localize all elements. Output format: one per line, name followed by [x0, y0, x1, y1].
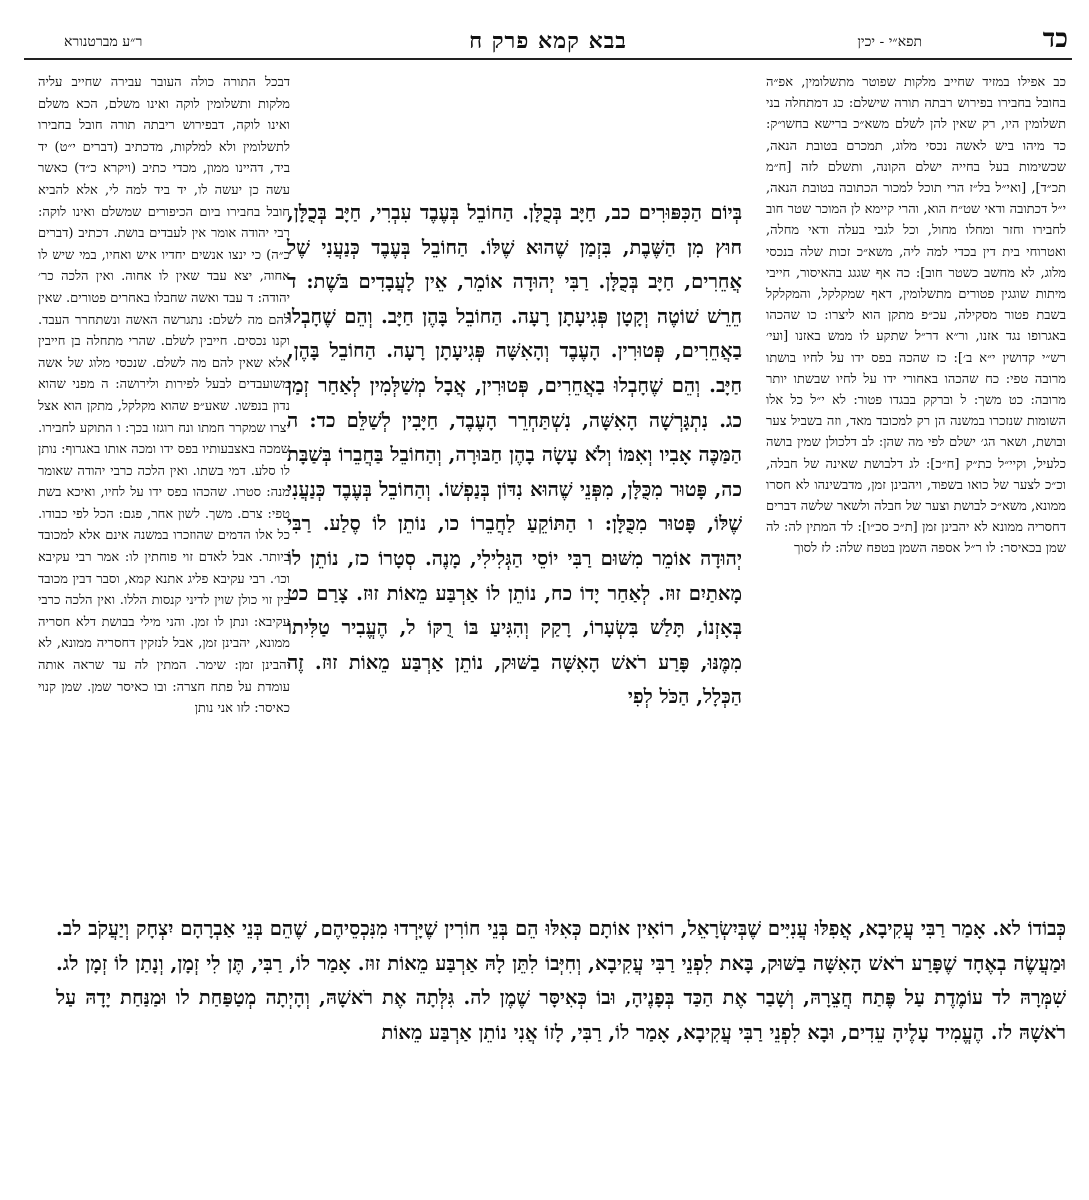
right-commentary-column [766, 72, 1066, 560]
right-commentary-text: כב אפילו במזיד שחייב מלקות שפוטר מתשלומין, אפ״ה בחובל בחבירו בפירוש רבתה תורה שישלם: כג דמתחלה בני תשלומין היו, רק שאין להן לשלם משא״כ ברישא בחשו״ק: כד מיהו ביש לאשה נכסי מלוג, תמכרם בטובת הנאה, שכשימות בעל בחייה ישלם הקונה, ותשלם לזה [ח״מ תכ״ד], [ואי״ל בל״ז הרי תוכל למכור הכתובה בטובת הנאה, י״ל דכתובה ודאי שט״ח הוא, והרי קיימא לן המוכר שטר חוב לחבירו וחזר ומחלו מחול, וכל לגבי בעלה ודאי מחלה, ואטרוחי בית דין בכדי למה ליה, משא״כ זכות שלה בנכסי מלוג, לא מחשב כשטר חוב]: כה אף שגגג בהאיסור, חייבי מיתות שוגגין פטורים מתשלומין, דאף שמקלקל, והמקלקל בשבת פטור מסקילה, עכ״פ מתקן הוא ליצרו: כו שהכהו באגרופו נגד אזנו, ור״א דר״ל שתקע לו ממש באזנו [ועי׳ רש״י קדושין י״א ב׳]: כז שהכה בפס ידו על לחיו בושתו מרובה טפי: כח שהכהו באחורי ידו על לחיו שבשתו יותר מרובה: כט משך: ל וברקק בבגדו פטור: לא י״ל כל אלו השומות שנזכרו במשנה הן רק למכובד מאד, וזה בשביל צער ובושת, ושאר הג׳ ישלם לפי מה שהן: לב דלכולן שמין בושה כלעיל, וקיי״ל כת״ק [ח״כ]: לג דלבושת שאינה של חבלה, וכ״כ לצער של כואו בשפוד, ויהבינן זמן, מדבשינהו לא חסרו ממונא, משא״כ לבושת וצער של חבלה ולשאר שלשה דברים דחסריה ממונא לא יהבינן זמן [ת״כ סכ״ו]: לד המתין לה: לה שמן בכאיסר: לו ר״ל אספה השמן בטפח שלה: לז לסוך [766, 75, 1066, 557]
left-commentary-column [38, 72, 290, 720]
left-commentary-text: דבכל התורה כולה העובר עבירה שחייב עליה מלקות ותשלומין לוקה ואינו משלם, הכא משלם ואינו לוקה, דבפירוש ריבתה תורה חובל בחבירו לתשלומין ולא למלקות, מדכתיב (דברים י״ט) יד ביד, דהיינו ממון, מכדי כתיב (ויקרא כ״ד) כאשר עשה כן יעשה לו, יד ביד למה לי, אלא להביא חובל בחבירו ביום הכיפורים שמשלם ואינו לוקה: רבי יהודה אומר אין לעבדים בושת. דכתיב (דברים כ״ה) כי ינצו אנשים יחדיו איש ואחיו, במי שיש לו אחוה, יצא עבד שאין לו אחוה. ואין הלכה כר׳ יהודה: ד עבד ואשה שחבלו באחרים פטורים. שאין להם מה לשלם: נתגרשה האשה ונשתחרר העבד. וקנו נכסים. חייבין לשלם. שהרי מתחלה בן חייבין אלא שאין להם מה לשלם. שנכסי מלוג של אשה משועבדים לבעל לפירות ולירושה: ה מפני שהוא נדון בנפשו. שאע״פ שהוא מקלקל, מתקן הוא אצל יצרו שמקרר חמתו ונח רוגזו בכך: ו התוקע לחבירו. שמכה באצבעותיו בפס ידו ומכה אותו באגרוף: נותן לו סלע. דמי בשתו. ואין הלכה כרבי יהודה שאומר מנה: סטרו. שהכהו בפס ידו על לחיו, ואיכא בשת טפי: צרם. משך. לשון אחר, פגם: הכל לפי כבודו. כל אלו הדמים שהוזכרו במשנה אינם אלא למכובד ביותר. אבל לאדם זוי פוחתין לו: אמר רבי עקיבא וכו׳. רבי עקיבא פליג אתנא קמא, וסבר דבין מכובד בין זוי כולן שוין לדיני קנסות הללו. ואין הלכה כרבי עקיבא: ונתן לו זמן. והני מילי בבושת דלא חסריה ממונא, יהבינן זמן, אבל לנזקין דחסריה ממונא, לא יהבינן זמן: שימר. המתין לה עד שראה אותה עומדת על פתח חצרה: ובו כאיסר שמן. שמן קנוי כאיסר: לזו אני נותן [38, 75, 290, 717]
talmud-page [24, 22, 1072, 1152]
bottom-text-block [56, 912, 1066, 1050]
main-text: בְּיוֹם הַכִּפּוּרִים כב, חַיָּב בְּכֻלָּן. הַחוֹבֵל בְּעֶבֶד עִבְרִי, חַיָּב בְּכֻלָּן, חוּץ מִן הַשֶּׁבֶת, בִּזְמַן שֶׁהוּא שֶׁלּוֹ. הַחוֹבֵל בְּעֶבֶד כְּנַעֲנִי שֶׁל אֲחֵרִים, חַיָּב בְּכֻלָּן. רַבִּי יְהוּדָה אוֹמֵר, אֵין לָעֲבָדִים בֹּשֶׁת: ד חֵרֵשׁ שׁוֹטֶה וְקָטָן פְּגִיעָתָן רָעָה. הַחוֹבֵל בָּהֶן חַיָּב. וְהֵם שֶׁחָבְלוּ בַאֲחֵרִים, פְּטוּרִין. הָעֶבֶד וְהָאִשָּׁה פְּגִיעָתָן רָעָה. הַחוֹבֵל בָּהֶן, חַיָּב. וְהֵם שֶׁחָבְלוּ בַאֲחֵרִים, פְּטוּרִין, אֲבָל מְשַׁלְּמִין לְאַחַר זְמַן כג. נִתְגָּרְשָׁה הָאִשָּׁה, נִשְׁתַּחְרֵר הָעֶבֶד, חַיָּבִין לְשַׁלֵּם כד: ה הַמַּכֶּה אָבִיו וְאִמּוֹ וְלֹא עָשָׂה בָהֶן חַבּוּרָה, וְהַחוֹבֵל בַּחֲבֵרוֹ בְּשַׁבָּת כה, פָּטוּר מִכֻּלָּן, מִפְּנֵי שֶׁהוּא נִדּוֹן בְּנַפְשׁוֹ. וְהַחוֹבֵל בְּעֶבֶד כְּנַעֲנִי שֶׁלּוֹ, פָּטוּר מִכֻּלָּן: ו הַתּוֹקֵעַ לַחֲבֵרוֹ כו, נוֹתֵן לוֹ סֶלַע. רַבִּי יְהוּדָה אוֹמֵר מִשּׁוּם רַבִּי יוֹסֵי הַגְּלִילִי, מָנֶה. סְטָרוֹ כז, נוֹתֵן לוֹ מָאתַיִם זוּז. לְאַחַר יָדוֹ כח, נוֹתֵן לוֹ אַרְבַּע מֵאוֹת זוּז. צָרַם כט בְּאָזְנוֹ, תָּלַשׁ בִּשְׂעָרוֹ, רָקַק וְהִגִּיעַ בּוֹ רֻקּוֹ ל, הֶעֱבִיר טַלִּיתוֹ מִמֶּנּוּ, פָּרַע רֹאשׁ הָאִשָּׁה בַשּׁוּק, נוֹתֵן אַרְבַּע מֵאוֹת זוּז. זֶה הַכְּלָל, הַכֹּל לְפִי [287, 201, 743, 709]
bottom-text: כְּבוֹדוֹ לא. אָמַר רַבִּי עֲקִיבָא, אֲפִלּוּ עֲנִיִּים שֶׁבְּיִשְׂרָאֵל, רוֹאִין אוֹתָם כְּאִלּוּ הֵם בְּנֵי חוֹרִין שֶׁיָּרְדוּ מִנִּכְסֵיהֶם, שֶׁהֵם בְּנֵי אַבְרָהָם יִצְחָק וְיַעֲקֹב לב. וּמַעֲשֶׂה בְאֶחָד שֶׁפָּרַע רֹאשׁ הָאִשָּׁה בַשּׁוּק, בָּאת לִפְנֵי רַבִּי עֲקִיבָא, וְחִיְּבוֹ לִתֵּן לָהּ אַרְבַּע מֵאוֹת זוּז. אָמַר לוֹ, רַבִּי, תֶּן לִי זְמָן, וְנָתַן לוֹ זְמָן לג. שִׁמְּרָהּ לד עוֹמֶדֶת עַל פֶּתַח חֲצֵרָהּ, וְשָׁבַר אֶת הַכַּד בְּפָנֶיהָ, וּבוֹ כְּאִיסָּר שֶׁמֶן לה. גִּלְּתָה אֶת רֹאשָׁהּ, וְהָיְתָה מְטַפַּחַת לו וּמַנַּחַת יָדָהּ עַל רֹאשָׁהּ לז. הֶעֱמִיד עָלֶיהָ עֵדִים, וּבָא לִפְנֵי רַבִּי עֲקִיבָא, אָמַר לוֹ, רַבִּי, לָזוֹ אֲנִי נוֹתֵן אַרְבַּע מֵאוֹת [56, 917, 1066, 1044]
commentary-name: ר״ע מברטנורא [64, 34, 143, 50]
page-number: כד [1042, 24, 1068, 54]
page-title: בבא קמא פרק ח [469, 28, 627, 54]
verse-range: תפא״י - יכין [857, 34, 922, 50]
main-text-column [287, 196, 742, 715]
page-header [24, 22, 1072, 60]
